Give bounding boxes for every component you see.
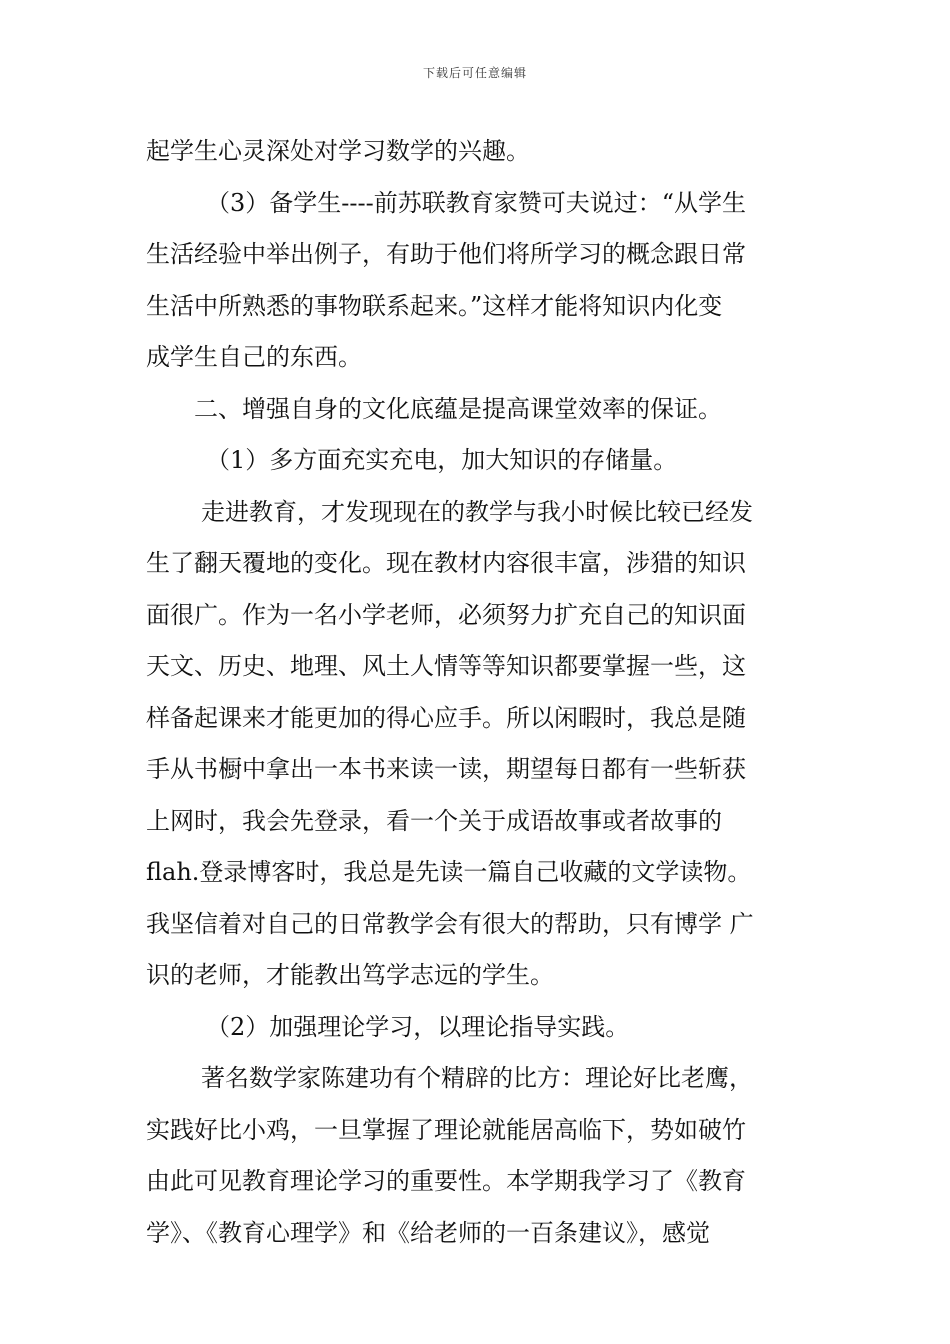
text-line: 手从书橱中拿出一本书来读一读，期望每日都有一些斩获 (146, 755, 746, 783)
text-line: 成学生自己的东西。 (146, 343, 362, 371)
text-line: 生活中所熟悉的事物联系起来。”这样才能将知识内化变 (146, 291, 723, 320)
subsection-heading: （2）加强理论学习，以理论指导实践。 (206, 1012, 630, 1041)
text-line: 起学生心灵深处对学习数学的兴趣。 (146, 137, 530, 165)
text-line: 天文、历史、地理、风土人情等等知识都要掌握一些，这 (146, 652, 746, 680)
text-line: 识的老师，才能教出笃学志远的学生。 (146, 961, 554, 989)
text-line: 生了翻天覆地的变化。现在教材内容很丰富，涉猎的知识 (146, 549, 746, 577)
document-body (146, 126, 808, 1259)
text-line: 走进教育，才发现现在的教学与我小时候比较已经发 (201, 497, 753, 526)
page-header: 下载后可任意编辑 (422, 66, 527, 80)
text-line: 生活经验中举出例子，有助于他们将所学习的概念跟日常 (146, 240, 746, 268)
subsection-heading: （1）多方面充实充电，加大知识的存储量。 (206, 446, 678, 474)
text-line: 样备起课来才能更加的得心应手。所以闲暇时，我总是随 (146, 703, 746, 732)
text-line: 面很广。作为一名小学老师，必须努力扩充自己的知识面 (146, 600, 746, 629)
text-line: 实践好比小鸡，一旦掌握了理论就能居高临下，势如破竹 (146, 1115, 746, 1144)
text-line: 上网时，我会先登录，看一个关于成语故事或者故事的 (146, 806, 722, 835)
text-line: 著名数学家陈建功有个精辟的比方：理论好比老鹰， (201, 1064, 753, 1092)
section-heading: 二、增强自身的文化底蕴是提高课堂效率的保证。 (194, 394, 722, 423)
text-line: 学》、《教育心理学》和《给老师的一百条建议》，感觉 (146, 1218, 710, 1247)
text-line: 我坚信着对自己的日常教学会有很大的帮助，只有博学 广 (146, 909, 754, 938)
text-line: flah.登录博客时，我总是先读一篇自己收藏的文学读物。 (146, 858, 752, 886)
text-line: （3）备学生----前苏联教育家赞可夫说过：“从学生 (206, 188, 746, 217)
text-line: 由此可见教育理论学习的重要性。本学期我学习了《教育 (146, 1167, 746, 1195)
